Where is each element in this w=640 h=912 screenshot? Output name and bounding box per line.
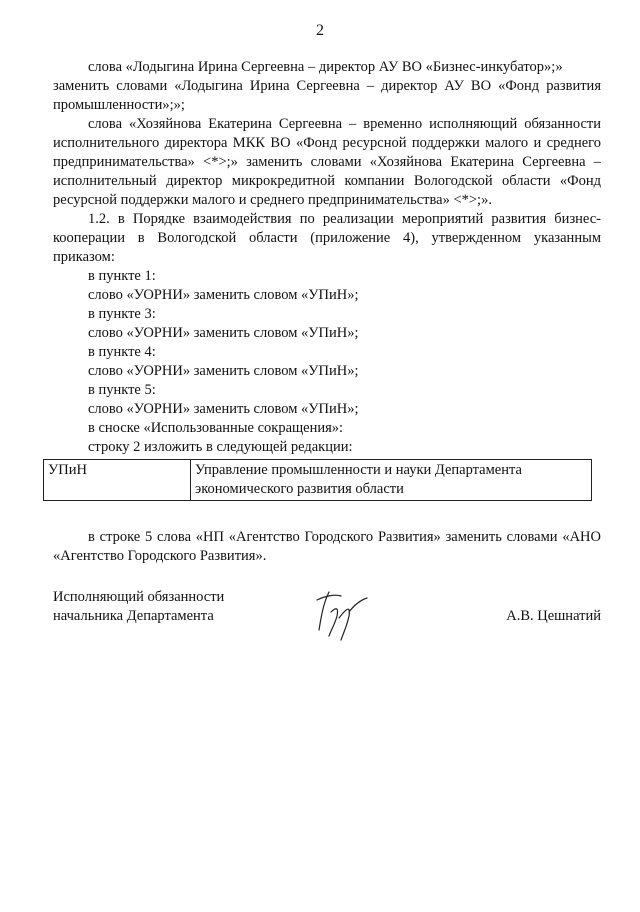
abbreviation-cell: УПиН	[44, 460, 191, 501]
signatory-title-line-1: Исполняющий обязанности	[53, 589, 225, 605]
paragraph-after-table: в строке 5 слова «НП «Агентство Городского Развития» заменить словами «АНО «Агентство Городского Развития».	[53, 529, 601, 564]
paragraph-3: 1.2. в Порядке взаимодействия по реализации мероприятий развития бизнес-кооперации в Вологодской области (приложение 4), утвержденном указанным приказом:	[53, 211, 601, 265]
abbreviation-table	[43, 459, 592, 501]
signature-block	[53, 588, 601, 648]
list-item: слово «УОРНИ» заменить словом «УПиН»;	[88, 401, 359, 417]
handwritten-signature	[311, 582, 375, 646]
list-item: в пункте 1:	[88, 268, 156, 284]
list-item: в пункте 3:	[88, 306, 156, 322]
document-body	[48, 58, 601, 566]
paragraph-1-line-1: слова «Лодыгина Ирина Сергеевна – директор АУ ВО «Бизнес-инкубатор»;»	[88, 59, 563, 75]
list-item: строку 2 изложить в следующей редакции:	[88, 439, 353, 455]
list-item: слово «УОРНИ» заменить словом «УПиН»;	[88, 325, 359, 341]
page-number: 2	[316, 22, 324, 39]
paragraph-2: слова «Хозяйнова Екатерина Сергеевна – временно исполняющий обязанности исполнительного директора МКК ВО «Фонд ресурсной поддержки малого и среднего предпринимательства» <*>;» заменить словами «Хозяйнова Екатерина Сергеевна – исполнительный директор микрокредитной компании Вологодской области «Фонд ресурсной поддержки малого и среднего предпринимательства» <*>;».	[53, 116, 601, 208]
definition-cell: Управление промышленности и науки Департамента экономического развития области	[191, 460, 592, 501]
list-item: слово «УОРНИ» заменить словом «УПиН»;	[88, 363, 359, 379]
signatory-name: А.В. Цешнатий	[506, 608, 601, 624]
list-item: в пункте 5:	[88, 382, 156, 398]
table-row	[44, 460, 592, 501]
list-item: слово «УОРНИ» заменить словом «УПиН»;	[88, 287, 359, 303]
list-item: в пункте 4:	[88, 344, 156, 360]
paragraph-1-line-2: заменить словами «Лодыгина Ирина Сергеевна – директор АУ ВО «Фонд развития промышленности»;»;	[53, 78, 601, 113]
signatory-title-line-2: начальника Департамента	[53, 608, 214, 624]
list-item: в сноске «Использованные сокращения»:	[88, 420, 344, 436]
signatory-title	[53, 588, 224, 626]
